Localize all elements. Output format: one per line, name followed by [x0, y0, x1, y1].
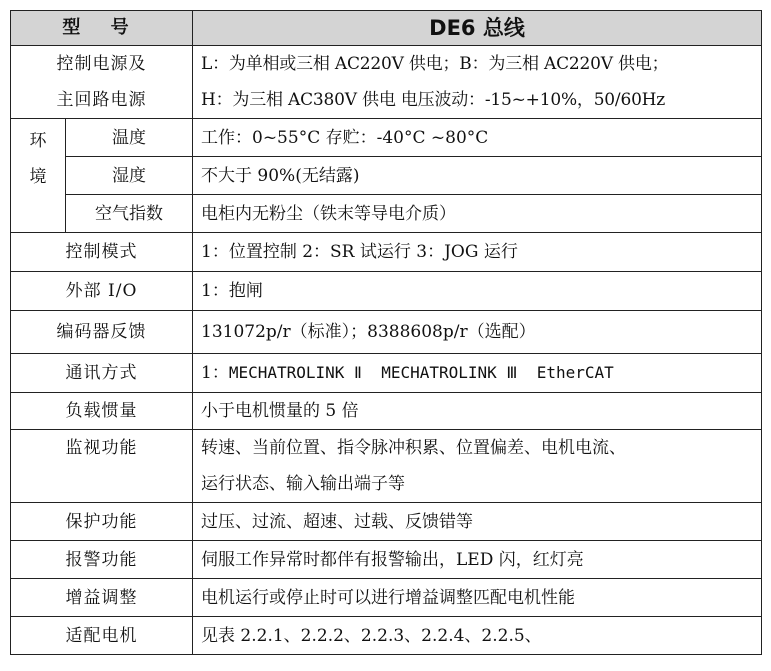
table-row-control-mode — [11, 233, 762, 272]
power-value-line-1: L：为单相或三相 AC220V 供电；B：为三相 AC220V 供电； — [201, 54, 669, 74]
header-value: DE6 总线 — [193, 11, 762, 46]
row-value-gain: 电机运行或停止时可以进行增益调整匹配电机性能 — [193, 579, 762, 617]
row-value-power — [193, 46, 762, 119]
table-row-temperature — [11, 119, 762, 157]
communication-value-protocols: MECHATROLINK Ⅱ MECHATROLINK Ⅲ EtherCAT — [228, 363, 614, 382]
environment-label — [11, 119, 66, 233]
table-row-communication — [11, 354, 762, 393]
row-value-control-mode: 1：位置控制 2：SR 试运行 3：JOG 运行 — [193, 233, 762, 272]
row-label-air: 空气指数 — [66, 195, 193, 233]
row-label-protection: 保护功能 — [11, 503, 193, 541]
power-label-line-2: 主回路电源 — [56, 90, 147, 110]
row-value-protection: 过压、过流、超速、过载、反馈错等 — [193, 503, 762, 541]
environment-label-char-2: 境 — [29, 167, 47, 187]
power-label-line-1: 控制电源及 — [56, 54, 147, 74]
row-label-communication: 通讯方式 — [11, 354, 193, 393]
table-row-power — [11, 46, 762, 119]
table-row-alarm — [11, 541, 762, 579]
table-row-humidity — [11, 157, 762, 195]
monitoring-value-line-2: 运行状态、输入输出端子等 — [201, 474, 405, 494]
row-value-monitoring — [193, 430, 762, 503]
row-value-humidity: 不大于 90%(无结露) — [193, 157, 762, 195]
row-value-encoder: 131072p/r（标准）；8388608p/r（选配） — [193, 311, 762, 354]
monitoring-value-line-1: 转速、当前位置、指令脉冲积累、位置偏差、电机电流、 — [201, 438, 626, 458]
row-value-air: 电柜内无粉尘（铁末等导电介质） — [193, 195, 762, 233]
table-row-external-io — [11, 272, 762, 311]
row-label-temperature: 温度 — [66, 119, 193, 157]
row-value-communication — [193, 354, 762, 393]
environment-label-char-1: 环 — [29, 131, 47, 151]
row-label-control-mode: 控制模式 — [11, 233, 193, 272]
row-value-temperature: 工作：0~55°C 存贮：-40°C ~80°C — [193, 119, 762, 157]
spec-table — [10, 10, 762, 655]
row-value-load-inertia: 小于电机惯量的 5 倍 — [193, 393, 762, 430]
table-row-motor — [11, 617, 762, 655]
row-label-monitoring: 监视功能 — [11, 430, 193, 503]
table-row-encoder — [11, 311, 762, 354]
row-value-external-io: 1：抱闸 — [193, 272, 762, 311]
communication-value-prefix: 1： — [201, 363, 229, 383]
row-label-motor: 适配电机 — [11, 617, 193, 655]
table-row-gain — [11, 579, 762, 617]
table-row-air — [11, 195, 762, 233]
row-label-external-io: 外部 I/O — [11, 272, 193, 311]
row-label-humidity: 湿度 — [66, 157, 193, 195]
row-label-alarm: 报警功能 — [11, 541, 193, 579]
table-row-monitoring — [11, 430, 762, 503]
row-value-motor: 见表 2.2.1、2.2.2、2.2.3、2.2.4、2.2.5、 — [193, 617, 762, 655]
row-label-load-inertia: 负载惯量 — [11, 393, 193, 430]
header-label: 型 号 — [11, 11, 193, 46]
power-value-line-2: H：为三相 AC380V 供电 电压波动：-15~+10%，50/60Hz — [201, 90, 666, 110]
row-label-gain: 增益调整 — [11, 579, 193, 617]
row-label-encoder: 编码器反馈 — [11, 311, 193, 354]
row-value-alarm: 伺服工作异常时都伴有报警输出，LED 闪，红灯亮 — [193, 541, 762, 579]
spec-table-container — [10, 10, 762, 655]
header-row — [11, 11, 762, 46]
table-row-protection — [11, 503, 762, 541]
table-row-load-inertia — [11, 393, 762, 430]
row-label-power — [11, 46, 193, 119]
